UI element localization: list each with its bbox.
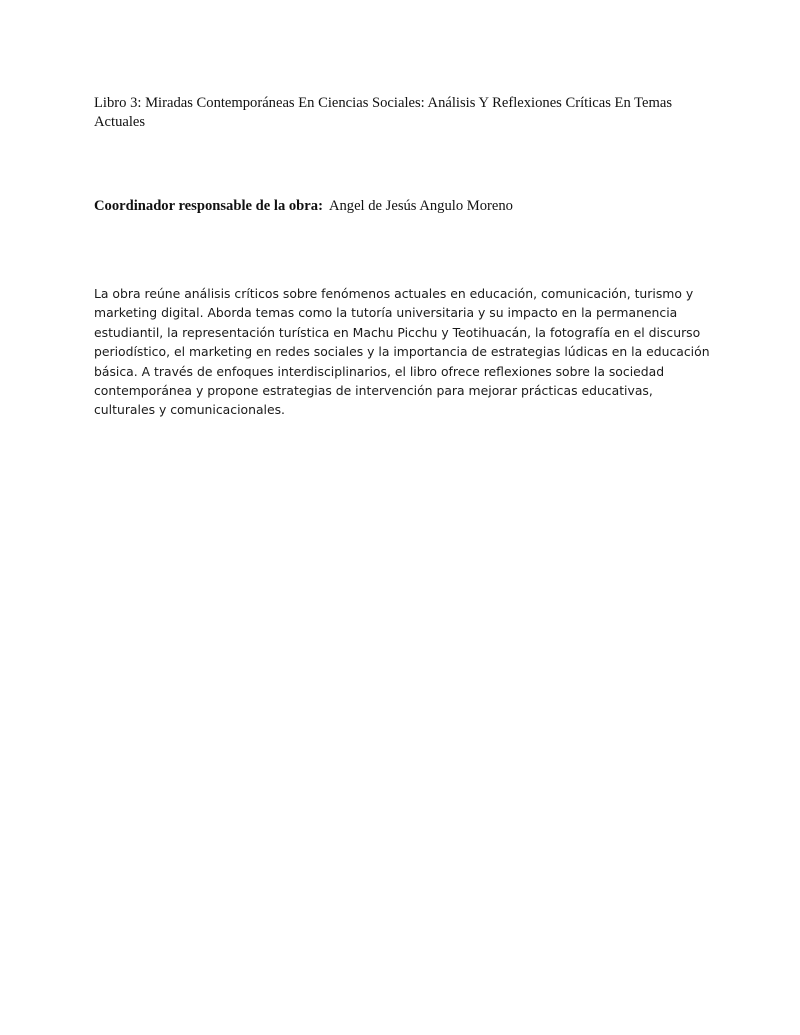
coordinator-label: Coordinador responsable de la obra: xyxy=(94,198,323,214)
abstract-paragraph: La obra reúne análisis críticos sobre fenómenos actuales en educación, comunicación, turismo y marketing digital. Aborda temas como la tutoría universitaria y su impacto en la permanencia estudiantil, la representación turística en Machu Picchu y Teotihuacán, la fotografía en el discurso periodístico, el marketing en redes sociales y la importancia de estrategias lúdicas en la educación básica. A través de enfoques interdisciplinarios, el libro ofrece reflexiones sobre la sociedad contemporánea y propone estrategias de intervención para mejorar prácticas educativas, culturales y comunicacionales. xyxy=(94,286,710,418)
book-title: Libro 3: Miradas Contemporáneas En Ciencias Sociales: Análisis Y Reflexiones Críticas En Temas Actuales xyxy=(94,95,673,130)
coordinator-name: Angel de Jesús Angulo Moreno xyxy=(328,198,513,214)
coordinator-line xyxy=(94,197,714,215)
